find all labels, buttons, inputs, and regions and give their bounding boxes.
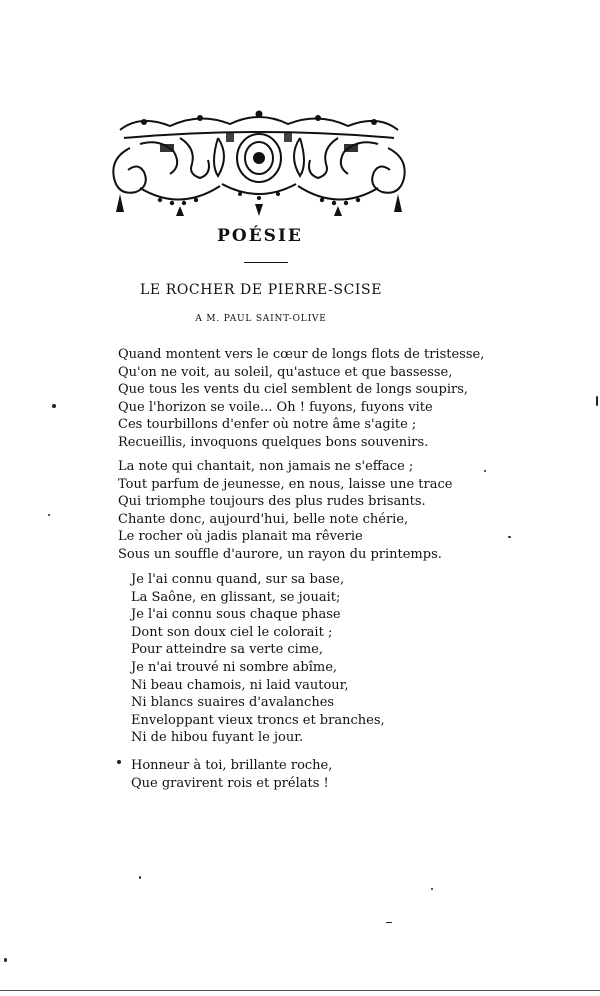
- stanza-2: [118, 458, 452, 564]
- poem-line: Enveloppant vieux troncs et branches,: [131, 712, 385, 728]
- poem-line: Le rocher où jadis planait ma rêverie: [118, 529, 363, 545]
- scan-speck: [386, 922, 392, 923]
- poem-line: Que gravirent rois et prélats !: [131, 775, 329, 791]
- scan-speck: [52, 404, 56, 408]
- poem-line: Ni de hibou fuyant le jour.: [131, 730, 304, 746]
- poem-line: Ces tourbillons d'enfer où notre âme s'agite ;: [118, 417, 417, 433]
- poem-line: Pour atteindre sa verte cime,: [131, 642, 323, 658]
- poem-line: Que tous les vents du ciel semblent de longs soupirs,: [118, 382, 469, 398]
- poem-line: Recueillis, invoquons quelques bons souvenirs.: [118, 434, 429, 450]
- scan-speck: [484, 470, 486, 472]
- scan-speck: [596, 396, 598, 406]
- page-bottom-edge: [0, 990, 600, 991]
- stanza-4: [131, 757, 332, 792]
- poem-line: La Saône, en glissant, se jouait;: [131, 589, 341, 605]
- poem-line: Qui triomphe toujours des plus rudes brisants.: [118, 494, 426, 510]
- poem-dedication: A M. PAUL SAINT-OLIVE: [195, 314, 327, 324]
- scan-speck: [48, 514, 50, 516]
- stanza-1: [118, 346, 484, 452]
- scan-speck: [4, 958, 7, 962]
- poem-line: Qu'on ne voit, au soleil, qu'astuce et que bassesse,: [118, 364, 453, 380]
- title-rule: [244, 262, 288, 263]
- poem-line: Je l'ai connu sous chaque phase: [131, 607, 341, 623]
- poem-line: Honneur à toi, brillante roche,: [131, 758, 333, 773]
- poem-line: Ni blancs suaires d'avalanches: [131, 695, 335, 711]
- scan-speck: [117, 760, 121, 764]
- poem-line: Tout parfum de jeunesse, en nous, laisse une trace: [118, 476, 453, 492]
- poem-line: Sous un souffle d'aurore, un rayon du printemps.: [118, 546, 442, 562]
- poem-line: Ni beau chamois, ni laid vautour,: [131, 677, 349, 693]
- poem-title: LE ROCHER DE PIERRE-SCISE: [139, 282, 383, 298]
- poem-line: Dont son doux ciel le colorait ;: [131, 624, 333, 640]
- poem-line: Chante donc, aujourd'hui, belle note chérie,: [118, 511, 409, 527]
- scan-speck: [508, 536, 511, 538]
- scan-speck: [139, 876, 141, 879]
- stanza-3: [131, 571, 385, 747]
- poem-line: La note qui chantait, non jamais ne s'efface ;: [118, 459, 414, 474]
- headpiece-ornament-icon: [100, 108, 418, 218]
- poem-line: Je l'ai connu quand, sur sa base,: [131, 572, 345, 587]
- section-title: POÉSIE: [217, 226, 303, 246]
- scan-speck: [431, 888, 433, 890]
- poem-line: Que l'horizon se voile... Oh ! fuyons, fuyons vite: [118, 399, 433, 415]
- poem-line: Je n'ai trouvé ni sombre abîme,: [131, 659, 338, 675]
- poem-line: Quand montent vers le cœur de longs flots de tristesse,: [118, 347, 485, 362]
